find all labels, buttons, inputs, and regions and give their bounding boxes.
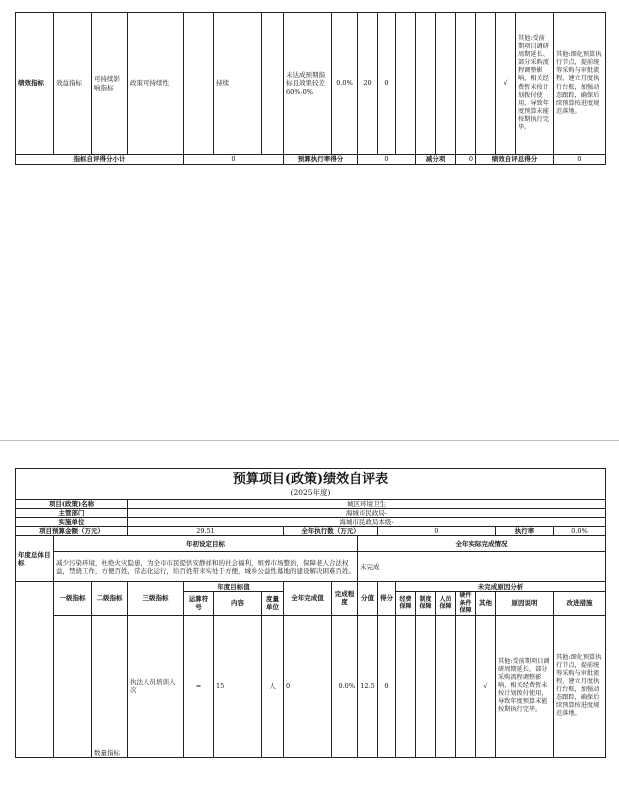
level2-cell: 数量指标	[92, 615, 128, 757]
executed-value: 0	[378, 527, 496, 536]
subtotal-value: 0	[184, 155, 284, 165]
header-reason-funding: 经费保障	[396, 592, 416, 616]
reason-staff	[436, 13, 456, 155]
reason-hardware	[456, 13, 476, 155]
blank-left-cell	[16, 582, 54, 758]
rate-label: 执行率	[496, 527, 554, 536]
budget-value: 29.51	[128, 527, 284, 536]
form-year: (2025年度)	[16, 488, 606, 499]
page-divider	[0, 440, 619, 441]
unit-row	[16, 517, 606, 526]
indicator-name: 政策可持续性	[128, 13, 184, 155]
improvement-measure: 其他:细化预算执行节点，提前统筹采购与审批流程，建立月度执行台账，加强动态跟踪，确保后续预算按进度规范落地。	[554, 13, 606, 155]
level3-cell: 执法人员培训人次	[128, 615, 184, 757]
header-level1: 一级指标	[54, 582, 92, 616]
deduct-value: 0	[456, 155, 476, 165]
reason-text: 其他:受前期项目调研周期延长、部分采购流程调整影响，相关经费暂未按计划拨付使用，导致年度预算未能按期执行完毕。	[496, 615, 554, 757]
header-reason-system: 制度保障	[416, 592, 436, 616]
content-value: 15	[214, 615, 262, 757]
completion-degree: 0.0%	[332, 13, 358, 155]
actual-completion-label: 全年实际完成情况	[358, 536, 606, 552]
unit-cell	[262, 13, 284, 155]
goal-header-row	[16, 536, 606, 552]
exec-score-label: 预算执行率得分	[284, 155, 358, 165]
page1-indicator-table	[15, 12, 606, 165]
form-title: 预算项目(政策)绩效自评表	[16, 469, 606, 489]
project-name-row	[16, 499, 606, 508]
initial-goal-text: 减少污染环境，杜绝火灾隐患，为全市市民提供安静祥和的社会福利，殡葬市场整治，保障老人合法权益，禁烧工作，方便百姓，常态化运行，给百姓带来实处于方便，城乡公益性墓地的建设解决困难百姓。	[54, 552, 358, 582]
title-row	[16, 469, 606, 489]
exec-score-value: 0	[358, 155, 416, 165]
project-name-label: 项目(政策)名称	[16, 499, 128, 508]
indicator-row	[16, 13, 606, 155]
score-weight: 20	[358, 13, 378, 155]
staff-cell	[436, 615, 456, 757]
actual-value: 未达成预期指标且效果较差60%-0%	[284, 13, 332, 155]
reason-system	[416, 13, 436, 155]
reason-funding	[396, 13, 416, 155]
header-incomplete-analysis: 未完成原因分析	[396, 582, 606, 592]
header-reason-hardware: 硬件条件保障	[456, 592, 476, 616]
project-name-value: 城区环境卫生	[128, 499, 606, 508]
year-row	[16, 488, 606, 499]
executed-label: 全年执行数（万元）	[284, 527, 378, 536]
funding-cell	[396, 615, 416, 757]
deduct-label: 减分项	[416, 155, 456, 165]
budget-label: 项目预算金额（万元）	[16, 527, 128, 536]
unit-label: 实施单位	[16, 517, 128, 526]
dept-row	[16, 508, 606, 517]
total-score-label: 绩效自评总得分	[476, 155, 554, 165]
actual-completion-text: 未完成	[358, 552, 606, 582]
header-operator: 运算符号	[184, 592, 214, 616]
rate-value: 0.0%	[554, 527, 606, 536]
header-measure: 改进措施	[554, 592, 606, 616]
indicator-data-row	[16, 615, 606, 757]
header-weight: 分值	[358, 582, 378, 616]
measure-text: 其他:细化预算执行节点，提前统筹采购与审批流程，建立月度执行台账，加强动态跟踪，确保后续预算按进度规范落地。	[554, 615, 606, 757]
budget-row	[16, 527, 606, 536]
header-level2: 二级指标	[92, 582, 128, 616]
score-footer-row	[16, 155, 606, 165]
operator-cell	[184, 13, 214, 155]
level3-indicator: 可持续影响指标	[92, 13, 128, 155]
initial-goal-label: 年初设定目标	[54, 536, 358, 552]
unit-value: 海城市民政局本级-	[128, 517, 606, 526]
subtotal-label: 指标自评得分小计	[16, 155, 184, 165]
header-full-year: 全年完成值	[284, 582, 332, 616]
page2-evaluation-table	[15, 468, 606, 758]
unit-value-cell: 人	[262, 615, 284, 757]
hardware-cell	[456, 615, 476, 757]
total-score-value: 0	[554, 155, 606, 165]
other-check: √	[476, 615, 496, 757]
level1-indicator: 绩效指标	[16, 13, 54, 155]
target-content: 持续	[214, 13, 262, 155]
weight-value: 12.5	[358, 615, 378, 757]
degree-value: 0.0%	[332, 615, 358, 757]
operator-value: =	[184, 615, 214, 757]
reason-description: 其他:受前期项目调研周期延长、部分采购流程调整影响，相关经费暂未按计划拨付使用，导致年度预算未能按期执行完毕。	[516, 13, 554, 155]
header-score: 得分	[378, 582, 396, 616]
indicator-header-row-1	[16, 582, 606, 592]
header-degree: 完成程度	[332, 582, 358, 616]
score-value: 0	[378, 13, 396, 155]
header-reason-desc: 原因说明	[496, 592, 554, 616]
level2-indicator: 效益指标	[54, 13, 92, 155]
annual-goal-label: 年度总体目标	[16, 536, 54, 582]
reason-blank	[476, 13, 496, 155]
header-content: 内容	[214, 592, 262, 616]
level1-cell	[54, 615, 92, 757]
header-unit: 度量单位	[262, 592, 284, 616]
header-reason-staff: 人员保障	[436, 592, 456, 616]
score-value-cell: 0	[378, 615, 396, 757]
goal-content-row	[16, 552, 606, 582]
full-year-value: 0	[284, 615, 332, 757]
header-reason-other: 其他	[476, 592, 496, 616]
reason-other-check: √	[496, 13, 516, 155]
header-level3: 三级指标	[128, 582, 184, 616]
dept-label: 主管部门	[16, 508, 128, 517]
header-annual-value: 年度目标值	[184, 582, 284, 592]
system-cell	[416, 615, 436, 757]
dept-value: 海城市民政局-	[128, 508, 606, 517]
